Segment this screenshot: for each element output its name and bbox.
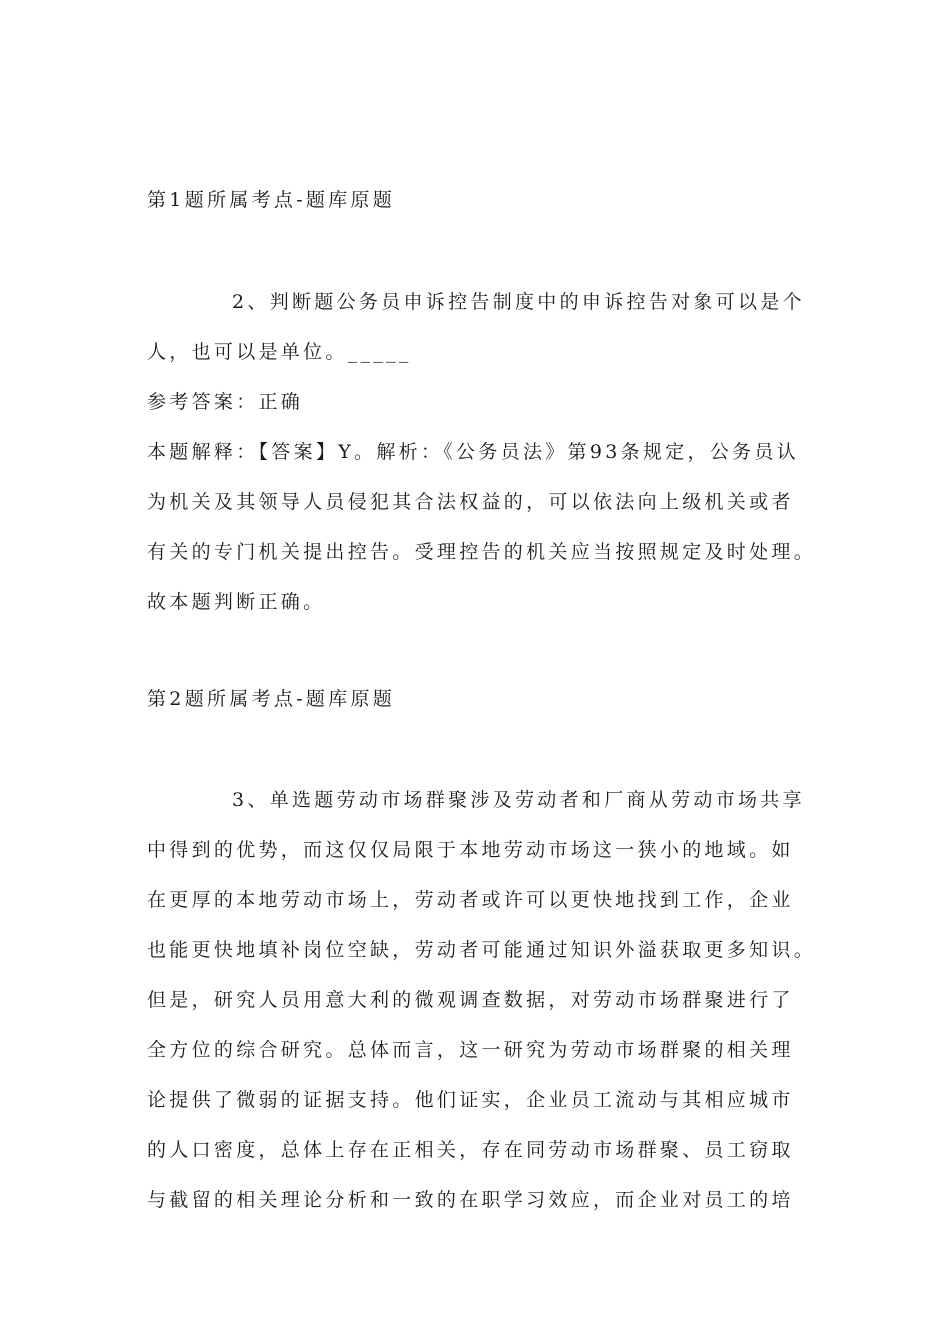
q3-question-line: 中得到的优势，而这仅仅局限于本地劳动市场这一狭小的地域。如 [147, 839, 794, 861]
q2-explanation-line: 本题解释：【答案】Y。解析：《公务员法》第93条规定，公务员认 [147, 441, 800, 463]
q3-question-line: 与截留的相关理论分析和一致的在职学习效应，而企业对员工的培 [147, 1189, 794, 1211]
q3-question-line: 在更厚的本地劳动市场上，劳动者或许可以更快地找到工作，企业 [147, 889, 794, 911]
q3-question-line: 全方位的综合研究。总体而言，这一研究为劳动市场群聚的相关理 [147, 1039, 794, 1061]
q2-question-line: 2、判断题公务员申诉控告制度中的申诉控告对象可以是个 [232, 291, 805, 313]
q1-section-heading: 第1题所属考点-题库原题 [147, 189, 396, 211]
q3-question-line: 但是，研究人员用意大利的微观调查数据，对劳动市场群聚进行了 [147, 989, 794, 1011]
q2-question-line: 人，也可以是单位。_____ [147, 341, 412, 363]
q3-question-line: 论提供了微弱的证据支持。他们证实，企业员工流动与其相应城市 [147, 1089, 794, 1111]
q3-question-line: 3、单选题劳动市场群聚涉及劳动者和厂商从劳动市场共享 [232, 789, 805, 811]
q2-explanation-line: 为机关及其领导人员侵犯其合法权益的，可以依法向上级机关或者 [147, 491, 794, 513]
q3-question-line: 的人口密度，总体上存在正相关，存在同劳动市场群聚、员工窃取 [147, 1139, 794, 1161]
q2-section-heading: 第2题所属考点-题库原题 [147, 688, 396, 710]
q2-explanation-line: 有关的专门机关提出控告。受理控告的机关应当按照规定及时处理。 [147, 541, 817, 563]
q3-question-line: 也能更快地填补岗位空缺，劳动者可能通过知识外溢获取更多知识。 [147, 939, 817, 961]
q2-reference-answer: 参考答案：正确 [147, 391, 304, 413]
q2-explanation-line: 故本题判断正确。 [147, 591, 326, 613]
